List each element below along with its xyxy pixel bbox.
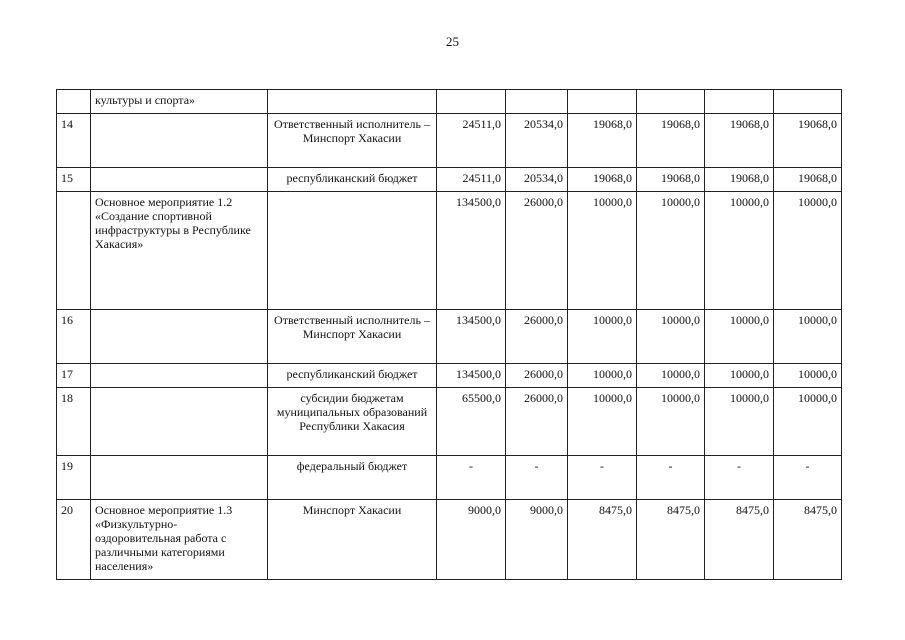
value-year-3 xyxy=(568,90,637,114)
value-year-4: 19068,0 xyxy=(637,114,705,168)
value-year-5: 10000,0 xyxy=(705,388,774,456)
value-year-3: 8475,0 xyxy=(568,500,637,580)
funding-source: федеральный бюджет xyxy=(268,456,437,500)
value-year-4: - xyxy=(637,456,705,500)
measure-name: Основное мероприятие 1.3 «Физкультурно-оздоровительная работа с различными категориями населения» xyxy=(91,500,268,580)
funding-source xyxy=(268,192,437,310)
value-year-3: 10000,0 xyxy=(568,310,637,364)
value-year-2: 26000,0 xyxy=(506,388,568,456)
row-number: 14 xyxy=(57,114,91,168)
value-year-6: 10000,0 xyxy=(774,310,842,364)
row-number: 20 xyxy=(57,500,91,580)
value-year-6: 19068,0 xyxy=(774,168,842,192)
table-row xyxy=(57,310,842,364)
value-year-5: 8475,0 xyxy=(705,500,774,580)
value-year-1: 24511,0 xyxy=(437,114,506,168)
value-year-5 xyxy=(705,90,774,114)
funding-source: Ответственный исполнитель – Минспорт Хакасии xyxy=(268,310,437,364)
value-year-6: 19068,0 xyxy=(774,114,842,168)
row-number: 19 xyxy=(57,456,91,500)
value-year-1: - xyxy=(437,456,506,500)
value-year-3: 10000,0 xyxy=(568,364,637,388)
value-year-2: 20534,0 xyxy=(506,168,568,192)
measure-name xyxy=(91,364,268,388)
row-number: 18 xyxy=(57,388,91,456)
table-row xyxy=(57,364,842,388)
measure-name xyxy=(91,168,268,192)
value-year-6: 10000,0 xyxy=(774,364,842,388)
value-year-4: 10000,0 xyxy=(637,310,705,364)
value-year-6 xyxy=(774,90,842,114)
value-year-6: 10000,0 xyxy=(774,388,842,456)
measure-name: Основное мероприятие 1.2 «Создание спортивной инфраструктуры в Республике Хакасия» xyxy=(91,192,268,310)
row-number: 16 xyxy=(57,310,91,364)
value-year-5: 10000,0 xyxy=(705,192,774,310)
measure-name xyxy=(91,310,268,364)
value-year-1: 134500,0 xyxy=(437,364,506,388)
row-number xyxy=(57,90,91,114)
value-year-5: 10000,0 xyxy=(705,364,774,388)
value-year-3: - xyxy=(568,456,637,500)
table-row xyxy=(57,192,842,310)
measure-name xyxy=(91,114,268,168)
value-year-6: 8475,0 xyxy=(774,500,842,580)
value-year-1 xyxy=(437,90,506,114)
value-year-1: 9000,0 xyxy=(437,500,506,580)
value-year-4: 10000,0 xyxy=(637,192,705,310)
funding-source: республиканский бюджет xyxy=(268,364,437,388)
row-number: 15 xyxy=(57,168,91,192)
page-number: 25 xyxy=(446,34,459,49)
funding-source: Ответственный исполнитель – Минспорт Хакасии xyxy=(268,114,437,168)
budget-table xyxy=(56,89,842,580)
funding-source xyxy=(268,90,437,114)
funding-source: республиканский бюджет xyxy=(268,168,437,192)
value-year-2: 20534,0 xyxy=(506,114,568,168)
value-year-5: 19068,0 xyxy=(705,114,774,168)
funding-source: Минспорт Хакасии xyxy=(268,500,437,580)
value-year-3: 10000,0 xyxy=(568,192,637,310)
value-year-3: 19068,0 xyxy=(568,168,637,192)
measure-name xyxy=(91,456,268,500)
value-year-6: - xyxy=(774,456,842,500)
table-row xyxy=(57,90,842,114)
value-year-4: 19068,0 xyxy=(637,168,705,192)
value-year-5: 10000,0 xyxy=(705,310,774,364)
value-year-2: - xyxy=(506,456,568,500)
measure-name: культуры и спорта» xyxy=(91,90,268,114)
value-year-1: 24511,0 xyxy=(437,168,506,192)
value-year-4: 10000,0 xyxy=(637,364,705,388)
value-year-3: 19068,0 xyxy=(568,114,637,168)
funding-source: субсидии бюджетам муниципальных образований Республики Хакасия xyxy=(268,388,437,456)
table-row xyxy=(57,388,842,456)
table-row xyxy=(57,500,842,580)
value-year-2 xyxy=(506,90,568,114)
value-year-2: 26000,0 xyxy=(506,310,568,364)
measure-name xyxy=(91,388,268,456)
table-row xyxy=(57,168,842,192)
value-year-1: 65500,0 xyxy=(437,388,506,456)
value-year-4: 8475,0 xyxy=(637,500,705,580)
value-year-1: 134500,0 xyxy=(437,192,506,310)
value-year-2: 26000,0 xyxy=(506,192,568,310)
value-year-2: 9000,0 xyxy=(506,500,568,580)
value-year-4 xyxy=(637,90,705,114)
value-year-5: - xyxy=(705,456,774,500)
value-year-3: 10000,0 xyxy=(568,388,637,456)
value-year-6: 10000,0 xyxy=(774,192,842,310)
table-row xyxy=(57,114,842,168)
row-number xyxy=(57,192,91,310)
table-row xyxy=(57,456,842,500)
row-number: 17 xyxy=(57,364,91,388)
value-year-2: 26000,0 xyxy=(506,364,568,388)
value-year-1: 134500,0 xyxy=(437,310,506,364)
value-year-4: 10000,0 xyxy=(637,388,705,456)
value-year-5: 19068,0 xyxy=(705,168,774,192)
